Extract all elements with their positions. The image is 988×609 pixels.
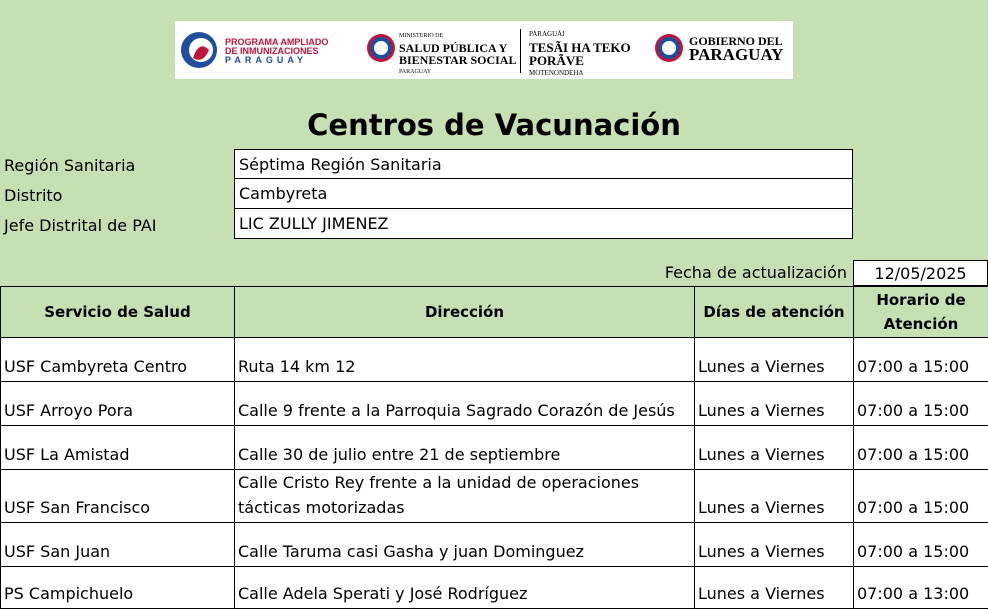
- table-row: [1, 382, 988, 426]
- pai-line-3: PARAGUAY: [225, 56, 328, 65]
- table-header-row: [1, 287, 988, 338]
- vaccination-table: [0, 286, 988, 609]
- cell-horario[interactable]: 07:00 a 15:00: [854, 338, 988, 382]
- cell-direccion[interactable]: Calle Taruma casi Gasha y juan Dominguez: [235, 523, 695, 567]
- cell-dias[interactable]: Lunes a Viernes: [695, 338, 854, 382]
- pai-line-1: PROGRAMA AMPLIADO: [225, 38, 328, 47]
- gobierno-seal-icon: [655, 34, 683, 62]
- table-row: [1, 470, 988, 523]
- cell-horario[interactable]: 07:00 a 13:00: [854, 567, 988, 609]
- cell-horario[interactable]: 07:00 a 15:00: [854, 426, 988, 470]
- gobierno-line-1: GOBIERNO DEL: [689, 34, 783, 48]
- cell-direccion[interactable]: Ruta 14 km 12: [235, 338, 695, 382]
- header-horario: Horario de Atención: [854, 287, 988, 338]
- jefe-value[interactable]: LIC ZULLY JIMENEZ: [234, 209, 853, 239]
- header-servicio: Servicio de Salud: [1, 287, 235, 338]
- region-value[interactable]: Séptima Región Sanitaria: [234, 149, 853, 179]
- cell-servicio[interactable]: USF San Juan: [1, 523, 235, 567]
- tesai-logo: [529, 21, 639, 79]
- cell-direccion[interactable]: Calle 30 de julio entre 21 de septiembre: [235, 426, 695, 470]
- pai-text: [225, 38, 328, 65]
- cell-horario[interactable]: 07:00 a 15:00: [854, 470, 988, 523]
- tesai-line-4: MOTENONDEHA: [529, 67, 631, 80]
- distrito-value[interactable]: Cambyreta: [234, 179, 853, 209]
- cell-dias[interactable]: Lunes a Viernes: [695, 426, 854, 470]
- cell-dias[interactable]: Lunes a Viernes: [695, 470, 854, 523]
- pai-line-2: DE INMUNIZACIONES: [225, 47, 328, 56]
- ministerio-line-4: PARAGUAY: [399, 66, 516, 78]
- header-dias: Días de atención: [695, 287, 854, 338]
- table-row: [1, 567, 988, 609]
- cell-direccion[interactable]: Calle Adela Sperati y José Rodríguez: [235, 567, 695, 609]
- distrito-label: Distrito: [4, 181, 62, 211]
- cell-servicio[interactable]: USF Arroyo Pora: [1, 382, 235, 426]
- gobierno-line-2: PARAGUAY: [689, 48, 783, 62]
- logo-banner: [175, 21, 793, 79]
- tesai-line-3: PORÃVE: [529, 54, 631, 67]
- cell-direccion[interactable]: Calle Cristo Rey frente a la unidad de operaciones tácticas motorizadas: [235, 470, 695, 523]
- cell-servicio[interactable]: USF San Francisco: [1, 470, 235, 523]
- table-row: [1, 523, 988, 567]
- jefe-label: Jefe Distrital de PAI: [4, 211, 157, 241]
- header-direccion: Dirección: [235, 287, 695, 338]
- ministerio-seal-icon: [367, 34, 395, 62]
- tesai-line-2: TESÃI HA TEKO: [529, 41, 631, 54]
- fecha-label: Fecha de actualización: [600, 260, 847, 286]
- cell-dias[interactable]: Lunes a Viernes: [695, 523, 854, 567]
- region-label: Región Sanitaria: [4, 151, 135, 181]
- cell-dias[interactable]: Lunes a Viernes: [695, 567, 854, 609]
- tesai-text: [529, 28, 631, 80]
- tesai-line-1: PARAGUÁI: [529, 28, 631, 41]
- gobierno-logo: [655, 21, 793, 79]
- cell-horario[interactable]: 07:00 a 15:00: [854, 523, 988, 567]
- ministerio-line-2: SALUD PÚBLICA Y: [399, 42, 516, 54]
- ministerio-text: [399, 30, 516, 78]
- ministerio-line-1: MINISTERIO DE: [399, 30, 516, 42]
- pai-emblem-icon: [179, 30, 219, 70]
- cell-servicio[interactable]: USF La Amistad: [1, 426, 235, 470]
- cell-horario[interactable]: 07:00 a 15:00: [854, 382, 988, 426]
- logo-divider: [520, 29, 521, 73]
- fecha-value[interactable]: 12/05/2025: [853, 260, 988, 286]
- pai-logo: [175, 21, 350, 79]
- cell-direccion[interactable]: Calle 9 frente a la Parroquia Sagrado Corazón de Jesús: [235, 382, 695, 426]
- ministerio-logo: [367, 21, 517, 79]
- cell-servicio[interactable]: PS Campichuelo: [1, 567, 235, 609]
- cell-dias[interactable]: Lunes a Viernes: [695, 382, 854, 426]
- cell-servicio[interactable]: USF Cambyreta Centro: [1, 338, 235, 382]
- page-title: Centros de Vacunación: [0, 108, 988, 142]
- ministerio-line-3: BIENESTAR SOCIAL: [399, 54, 516, 66]
- table-row: [1, 338, 988, 382]
- gobierno-text: [689, 34, 783, 62]
- table-row: [1, 426, 988, 470]
